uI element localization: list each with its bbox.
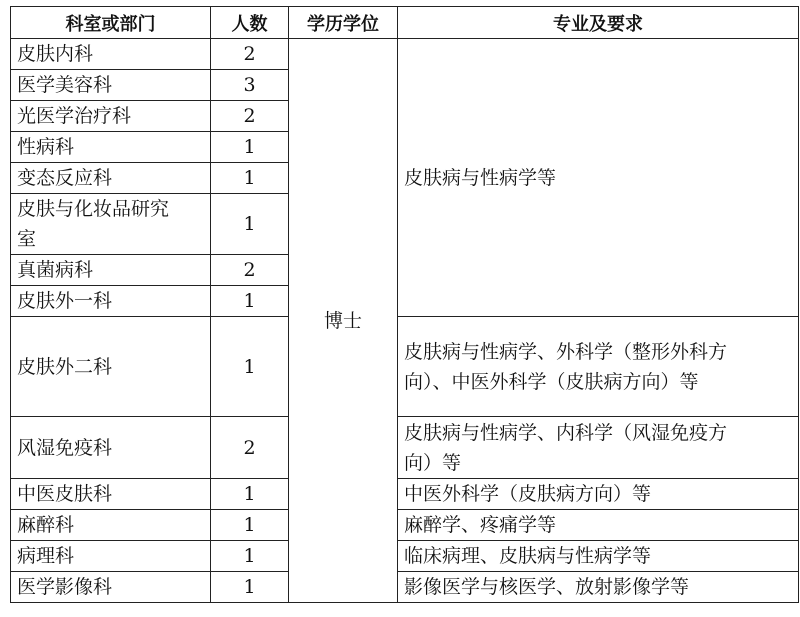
dept-cell: 中医皮肤科 bbox=[11, 479, 211, 510]
major-cell: 麻醉学、疼痛学等 bbox=[398, 510, 799, 541]
dept-cell: 风湿免疫科 bbox=[11, 417, 211, 479]
count-cell: 3 bbox=[211, 70, 289, 101]
major-cell: 影像医学与核医学、放射影像学等 bbox=[398, 572, 799, 603]
count-cell: 1 bbox=[211, 572, 289, 603]
header-degree: 学历学位 bbox=[289, 7, 398, 39]
table-row bbox=[11, 479, 799, 510]
count-cell: 2 bbox=[211, 101, 289, 132]
major-cell-group1: 皮肤病与性病学等 bbox=[398, 39, 799, 317]
count-cell: 1 bbox=[211, 194, 289, 255]
dept-cell: 变态反应科 bbox=[11, 163, 211, 194]
recruitment-table bbox=[10, 6, 799, 603]
dept-cell: 光医学治疗科 bbox=[11, 101, 211, 132]
dept-cell: 麻醉科 bbox=[11, 510, 211, 541]
dept-line: 室 bbox=[17, 228, 37, 250]
count-cell: 1 bbox=[211, 286, 289, 317]
count-cell: 1 bbox=[211, 317, 289, 417]
dept-cell: 医学影像科 bbox=[11, 572, 211, 603]
count-cell: 1 bbox=[211, 163, 289, 194]
major-line: 向）等 bbox=[404, 451, 462, 474]
count-cell: 2 bbox=[211, 39, 289, 70]
table-row bbox=[11, 510, 799, 541]
count-cell: 2 bbox=[211, 255, 289, 286]
dept-cell: 病理科 bbox=[11, 541, 211, 572]
dept-cell: 性病科 bbox=[11, 132, 211, 163]
count-cell: 1 bbox=[211, 510, 289, 541]
table-row bbox=[11, 541, 799, 572]
count-cell: 1 bbox=[211, 132, 289, 163]
dept-cell: 医学美容科 bbox=[11, 70, 211, 101]
dept-cell bbox=[11, 194, 211, 255]
major-cell-group3 bbox=[398, 417, 799, 479]
count-cell: 1 bbox=[211, 479, 289, 510]
dept-cell: 皮肤内科 bbox=[11, 39, 211, 70]
dept-cell: 皮肤外二科 bbox=[11, 317, 211, 417]
header-major: 专业及要求 bbox=[398, 7, 799, 39]
count-cell: 1 bbox=[211, 541, 289, 572]
dept-cell: 皮肤外一科 bbox=[11, 286, 211, 317]
table-row bbox=[11, 417, 799, 479]
count-cell: 2 bbox=[211, 417, 289, 479]
major-cell: 临床病理、皮肤病与性病学等 bbox=[398, 541, 799, 572]
header-row bbox=[11, 7, 799, 39]
header-dept: 科室或部门 bbox=[11, 7, 211, 39]
major-line: 皮肤病与性病学、外科学（整形外科方 bbox=[404, 340, 728, 363]
major-line: 皮肤病与性病学、内科学（风湿免疫方 bbox=[404, 421, 728, 444]
major-cell: 中医外科学（皮肤病方向）等 bbox=[398, 479, 799, 510]
table-row bbox=[11, 317, 799, 417]
degree-cell: 博士 bbox=[289, 39, 398, 603]
table-row bbox=[11, 39, 799, 70]
dept-line: 皮肤与化妆品研究 bbox=[17, 198, 170, 220]
dept-cell: 真菌病科 bbox=[11, 255, 211, 286]
major-cell-group2 bbox=[398, 317, 799, 417]
header-count: 人数 bbox=[211, 7, 289, 39]
table-row bbox=[11, 572, 799, 603]
major-line: 向）、中医外科学（皮肤病方向）等 bbox=[404, 370, 699, 393]
